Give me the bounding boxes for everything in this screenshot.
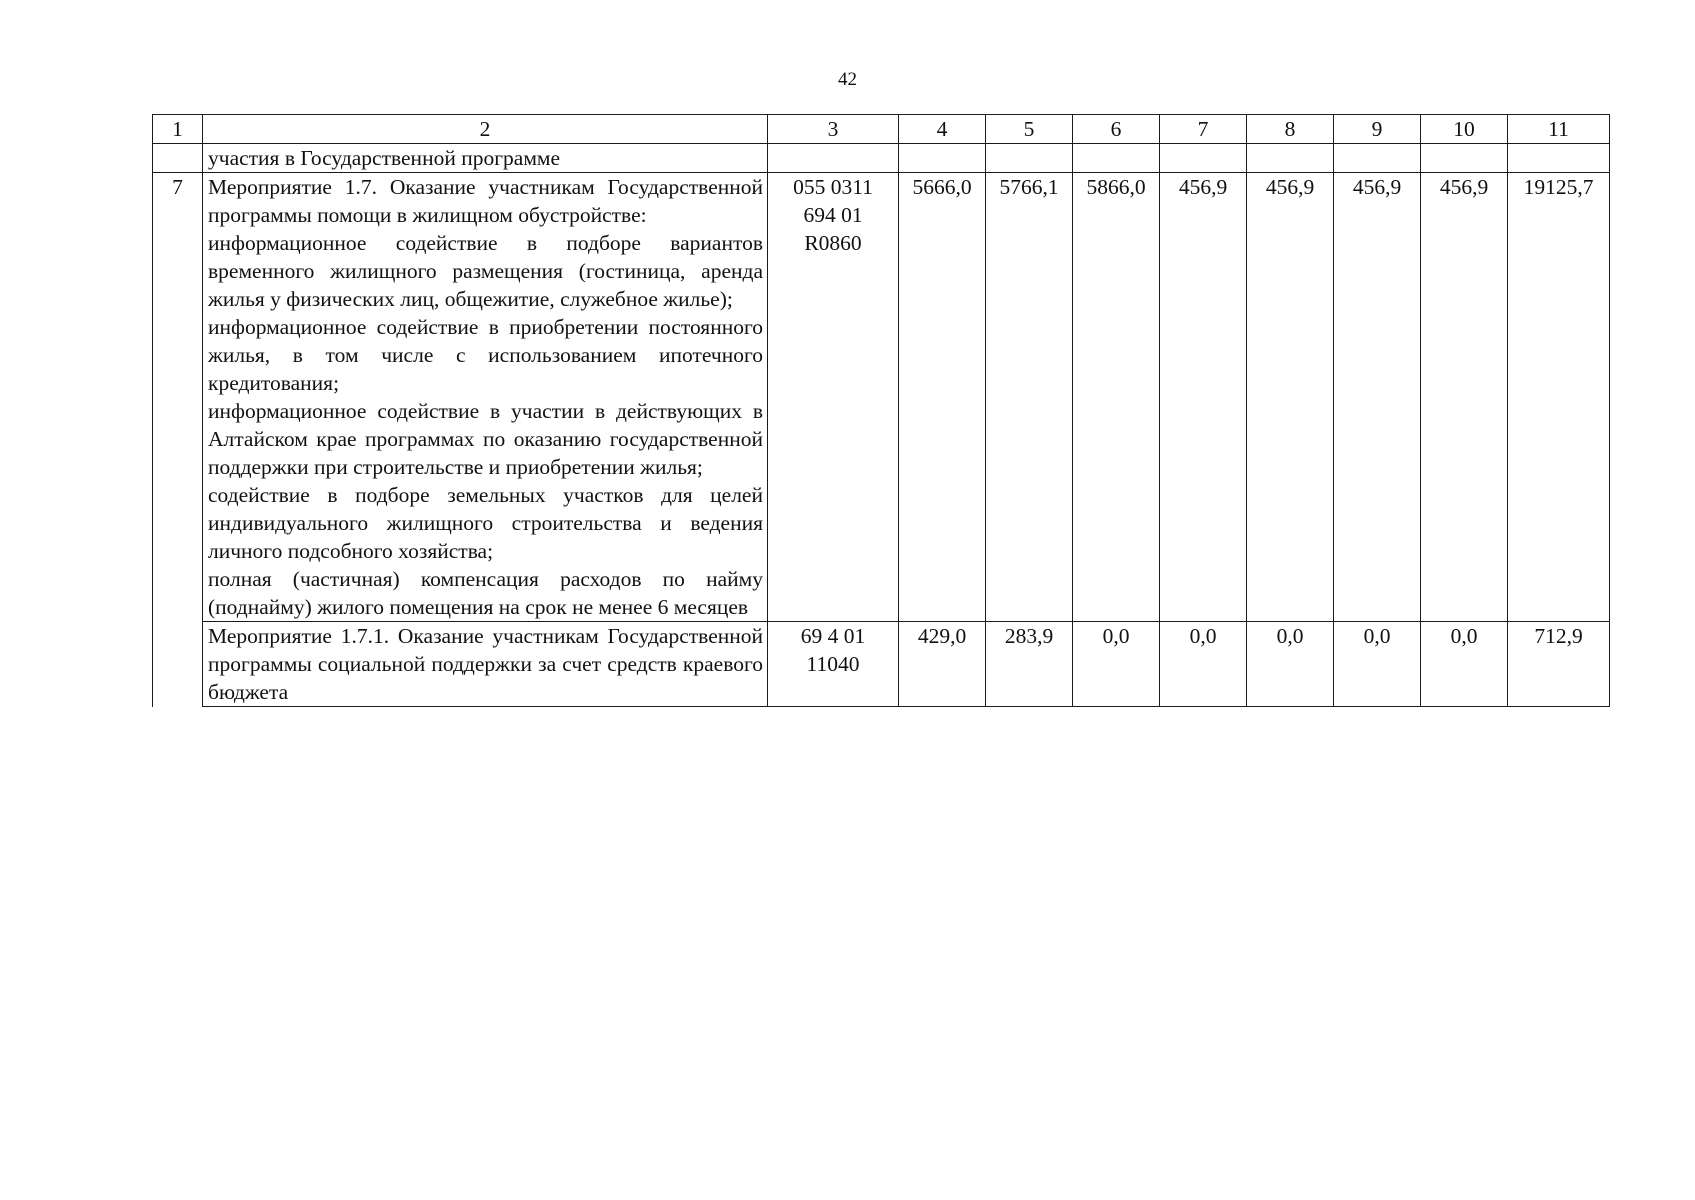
empty-cell xyxy=(1073,144,1160,173)
code-line: 694 01 xyxy=(803,203,863,227)
empty-cell xyxy=(768,144,899,173)
value-cell: 456,9 xyxy=(1160,173,1247,622)
table-row-7-1 xyxy=(153,622,1610,707)
description-paragraph: содействие в подборе земельных участков для целей индивидуального жилищного строительства и ведения личного подсобного хозяйства; xyxy=(208,483,763,563)
value-cell: 0,0 xyxy=(1334,622,1421,707)
code-line: 055 0311 xyxy=(793,175,873,199)
description-paragraph: Мероприятие 1.7. Оказание участникам Государственной программы помощи в жилищном обустройстве: xyxy=(208,175,763,227)
continuation-row xyxy=(153,144,1610,173)
header-cell: 1 xyxy=(153,115,203,144)
header-cell: 9 xyxy=(1334,115,1421,144)
value-cell: 0,0 xyxy=(1160,622,1247,707)
value-cell: 456,9 xyxy=(1334,173,1421,622)
description-paragraph: полная (частичная) компенсация расходов по найму (поднайму) жилого помещения на срок не менее 6 месяцев xyxy=(208,567,763,619)
header-cell: 6 xyxy=(1073,115,1160,144)
empty-cell xyxy=(153,144,203,173)
empty-cell xyxy=(1160,144,1247,173)
budget-code xyxy=(768,622,899,707)
header-cell: 2 xyxy=(203,115,768,144)
empty-cell xyxy=(1421,144,1508,173)
code-line: 11040 xyxy=(806,652,860,676)
page-number: 42 xyxy=(838,69,857,90)
header-cell: 5 xyxy=(986,115,1073,144)
value-cell: 19125,7 xyxy=(1508,173,1610,622)
value-cell: 5666,0 xyxy=(899,173,986,622)
empty-cell xyxy=(1508,144,1610,173)
code-line: 69 4 01 xyxy=(800,624,866,648)
description-paragraph: информационное содействие в участии в действующих в Алтайском крае программах по оказанию государственной поддержки при строительстве и приобретении жилья; xyxy=(208,399,763,479)
value-cell: 456,9 xyxy=(1421,173,1508,622)
header-cell: 4 xyxy=(899,115,986,144)
budget-table xyxy=(152,114,1610,707)
empty-cell xyxy=(1247,144,1334,173)
value-cell: 5766,1 xyxy=(986,173,1073,622)
value-cell: 712,9 xyxy=(1508,622,1610,707)
row-index: 7 xyxy=(153,173,203,707)
header-cell: 3 xyxy=(768,115,899,144)
table-row-7 xyxy=(153,173,1610,622)
value-cell: 283,9 xyxy=(986,622,1073,707)
value-cell: 5866,0 xyxy=(1073,173,1160,622)
value-cell: 456,9 xyxy=(1247,173,1334,622)
value-cell: 0,0 xyxy=(1073,622,1160,707)
row-7-1-description: Мероприятие 1.7.1. Оказание участникам Государственной программы социальной поддержки за счет средств краевого бюджета xyxy=(203,622,768,707)
continuation-text: участия в Государственной программе xyxy=(203,144,768,173)
description-paragraph: информационное содействие в подборе вариантов временного жилищного размещения (гостиница, аренда жилья у физических лиц, общежитие, служебное жилье); xyxy=(208,231,763,311)
empty-cell xyxy=(899,144,986,173)
row-7-description xyxy=(203,173,768,622)
value-cell: 0,0 xyxy=(1421,622,1508,707)
budget-code xyxy=(768,173,899,622)
empty-cell xyxy=(1334,144,1421,173)
header-cell: 11 xyxy=(1508,115,1610,144)
empty-cell xyxy=(986,144,1073,173)
description-paragraph: информационное содействие в приобретении постоянного жилья, в том числе с использованием ипотечного кредитования; xyxy=(208,315,763,395)
header-row xyxy=(153,115,1610,144)
header-cell: 7 xyxy=(1160,115,1247,144)
value-cell: 429,0 xyxy=(899,622,986,707)
header-cell: 8 xyxy=(1247,115,1334,144)
header-cell: 10 xyxy=(1421,115,1508,144)
value-cell: 0,0 xyxy=(1247,622,1334,707)
code-line: R0860 xyxy=(804,231,862,255)
